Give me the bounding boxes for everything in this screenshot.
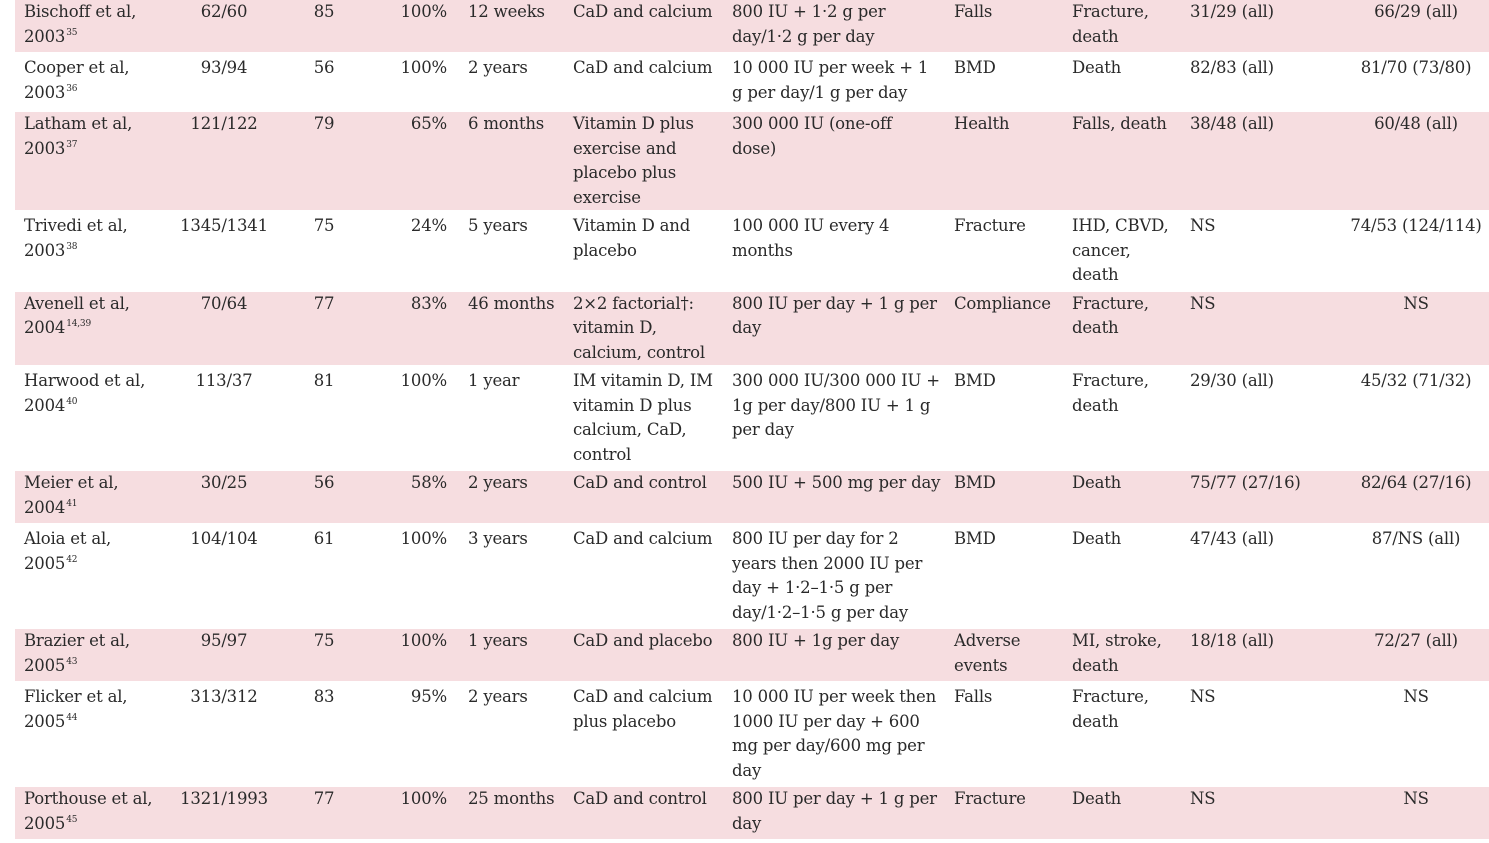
table-body bbox=[15, 0, 1489, 841]
intervention-cell: CaD and calcium bbox=[564, 0, 723, 54]
dose-cell: 800 IU + 1·2 g per day/1·2 g per day bbox=[723, 0, 945, 54]
study-cell bbox=[15, 525, 169, 627]
adherence-cell: 66/29 (all) bbox=[1331, 0, 1489, 54]
secondary-outcome-cell: Fracture, death bbox=[1072, 687, 1149, 731]
followup-cell: 29/30 (all) bbox=[1190, 371, 1274, 390]
participants-cell: 104/104 bbox=[190, 529, 258, 548]
study-year: 2003 bbox=[24, 26, 66, 46]
study-author: Latham et al, bbox=[24, 114, 133, 133]
reference-number: 44 bbox=[66, 712, 78, 723]
secondary-outcome-cell: Fracture, death bbox=[1072, 371, 1149, 415]
participants-cell: 313/312 bbox=[190, 687, 258, 706]
reference-number: 38 bbox=[66, 241, 78, 252]
intervention-cell: CaD and calcium bbox=[573, 58, 713, 77]
study-cell bbox=[15, 212, 169, 290]
participants-cell: 70/64 bbox=[169, 290, 279, 368]
percent-cell: 24% bbox=[410, 216, 447, 235]
study-year: 2005 bbox=[24, 711, 66, 731]
secondary-outcome-cell: IHD, CBVD, cancer, death bbox=[1072, 216, 1169, 284]
followup-cell: NS bbox=[1181, 290, 1331, 368]
duration-cell: 6 months bbox=[459, 110, 564, 212]
participants-cell: 1321/1993 bbox=[169, 785, 279, 841]
primary-outcome-cell: Adverse events bbox=[945, 627, 1063, 683]
study-author: Aloia et al, bbox=[24, 529, 112, 548]
percent-cell: 100% bbox=[369, 785, 459, 841]
duration-cell: 46 months bbox=[459, 290, 564, 368]
reference-number: 45 bbox=[66, 814, 78, 825]
intervention-cell: IM vitamin D, IM vitamin D plus calcium, CaD, control bbox=[573, 371, 713, 464]
percent-cell: 65% bbox=[369, 110, 459, 212]
intervention-cell: Vitamin D and placebo bbox=[573, 216, 691, 260]
adherence-cell: NS bbox=[1403, 687, 1429, 706]
reference-number: 14,39 bbox=[66, 319, 91, 329]
reference-number: 37 bbox=[66, 139, 78, 150]
reference-number: 35 bbox=[66, 27, 78, 38]
adherence-cell: 82/64 (27/16) bbox=[1331, 469, 1489, 525]
table-row bbox=[15, 110, 1489, 212]
study-author: Trivedi et al, bbox=[24, 216, 128, 235]
study-author: Avenell et al, bbox=[24, 293, 130, 313]
duration-cell: 2 years bbox=[468, 58, 528, 77]
primary-outcome-cell: Falls bbox=[945, 0, 1063, 54]
followup-cell: 18/18 (all) bbox=[1181, 627, 1331, 683]
percent-cell: 58% bbox=[369, 469, 459, 525]
secondary-outcome-cell: Death bbox=[1063, 469, 1181, 525]
dose-cell: 800 IU per day + 1 g per day bbox=[723, 785, 945, 841]
age-cell: 79 bbox=[279, 110, 369, 212]
table-row bbox=[15, 290, 1489, 368]
duration-cell: 12 weeks bbox=[459, 0, 564, 54]
primary-outcome-cell: Health bbox=[945, 110, 1063, 212]
dose-cell: 800 IU per day for 2 years then 2000 IU per day + 1·2–1·5 g per day/1·2–1·5 g per day bbox=[732, 529, 923, 622]
study-year: 2005 bbox=[24, 813, 66, 833]
study-author: Bischoff et al, bbox=[24, 2, 137, 21]
intervention-cell: 2×2 factorial†: vitamin D, calcium, control bbox=[564, 290, 723, 368]
intervention-cell: CaD and calcium plus placebo bbox=[573, 687, 713, 731]
dose-cell: 100 000 IU every 4 months bbox=[732, 216, 890, 260]
adherence-cell: 72/27 (all) bbox=[1331, 627, 1489, 683]
study-cell bbox=[15, 683, 169, 785]
primary-outcome-cell: BMD bbox=[954, 371, 996, 390]
table-row bbox=[15, 212, 1489, 290]
primary-outcome-cell: BMD bbox=[954, 529, 996, 548]
percent-cell: 100% bbox=[369, 627, 459, 683]
duration-cell: 2 years bbox=[468, 687, 528, 706]
study-cell bbox=[15, 110, 169, 212]
study-cell bbox=[15, 627, 169, 683]
table-row bbox=[15, 785, 1489, 841]
study-cell bbox=[15, 469, 169, 525]
study-year: 2004 bbox=[24, 395, 66, 415]
dose-cell: 10 000 IU per week then 1000 IU per day + 600 mg per day/600 mg per day bbox=[732, 687, 937, 780]
duration-cell: 1 year bbox=[468, 371, 520, 390]
reference-number: 42 bbox=[66, 554, 78, 565]
primary-outcome-cell: Falls bbox=[954, 687, 993, 706]
secondary-outcome-cell: Death bbox=[1063, 785, 1181, 841]
followup-cell: 47/43 (all) bbox=[1190, 529, 1274, 548]
study-author: Brazier et al, bbox=[24, 631, 130, 650]
dose-cell: 800 IU per day + 1 g per day bbox=[723, 290, 945, 368]
intervention-cell: CaD and control bbox=[564, 785, 723, 841]
intervention-cell: CaD and placebo bbox=[564, 627, 723, 683]
followup-cell: NS bbox=[1190, 687, 1216, 706]
age-cell: 83 bbox=[313, 687, 335, 706]
secondary-outcome-cell: Death bbox=[1072, 529, 1122, 548]
primary-outcome-cell: Compliance bbox=[945, 290, 1063, 368]
study-author: Porthouse et al, bbox=[24, 789, 153, 808]
followup-cell: 38/48 (all) bbox=[1181, 110, 1331, 212]
secondary-outcome-cell: Falls, death bbox=[1063, 110, 1181, 212]
study-year: 2003 bbox=[24, 82, 66, 102]
participants-cell: 1345/1341 bbox=[180, 216, 268, 235]
duration-cell: 5 years bbox=[468, 216, 528, 235]
followup-cell: NS bbox=[1181, 785, 1331, 841]
primary-outcome-cell: BMD bbox=[945, 469, 1063, 525]
study-author: Flicker et al, bbox=[24, 687, 128, 706]
study-year: 2005 bbox=[24, 553, 66, 573]
age-cell: 77 bbox=[279, 785, 369, 841]
adherence-cell: 81/70 (73/80) bbox=[1360, 58, 1472, 77]
age-cell: 75 bbox=[279, 627, 369, 683]
percent-cell: 83% bbox=[369, 290, 459, 368]
secondary-outcome-cell: MI, stroke, death bbox=[1063, 627, 1181, 683]
study-year: 2004 bbox=[24, 318, 66, 337]
primary-outcome-cell: Fracture bbox=[954, 216, 1026, 235]
intervention-cell: Vitamin D plus exercise and placebo plus exercise bbox=[564, 110, 723, 212]
study-cell bbox=[15, 0, 169, 54]
table-row bbox=[15, 469, 1489, 525]
study-cell bbox=[15, 290, 169, 368]
participants-cell: 121/122 bbox=[169, 110, 279, 212]
age-cell: 61 bbox=[313, 529, 335, 548]
dose-cell: 800 IU + 1g per day bbox=[723, 627, 945, 683]
adherence-cell: NS bbox=[1331, 290, 1489, 368]
participants-cell: 95/97 bbox=[169, 627, 279, 683]
table-row bbox=[15, 0, 1489, 54]
percent-cell: 100% bbox=[369, 0, 459, 54]
secondary-outcome-cell: Fracture, death bbox=[1063, 0, 1181, 54]
dose-cell: 300 000 IU (one-off dose) bbox=[723, 110, 945, 212]
reference-number: 41 bbox=[66, 498, 78, 509]
secondary-outcome-cell: Fracture, death bbox=[1063, 290, 1181, 368]
dose-cell: 300 000 IU/300 000 IU + 1g per day/800 IU + 1 g per day bbox=[732, 371, 940, 439]
study-year: 2004 bbox=[24, 497, 66, 517]
trials-table bbox=[15, 0, 1489, 843]
study-author: Harwood et al, bbox=[24, 371, 146, 390]
study-cell bbox=[15, 785, 169, 841]
study-cell bbox=[15, 367, 169, 469]
percent-cell: 95% bbox=[410, 687, 447, 706]
participants-cell: 30/25 bbox=[169, 469, 279, 525]
study-cell bbox=[15, 54, 169, 110]
percent-cell: 100% bbox=[400, 58, 447, 77]
followup-cell: 82/83 (all) bbox=[1190, 58, 1274, 77]
followup-cell: NS bbox=[1190, 216, 1216, 235]
followup-cell: 75/77 (27/16) bbox=[1181, 469, 1331, 525]
participants-cell: 113/37 bbox=[195, 371, 253, 390]
participants-cell: 93/94 bbox=[200, 58, 248, 77]
dose-cell: 10 000 IU per week + 1 g per day/1 g per day bbox=[732, 58, 929, 102]
duration-cell: 25 months bbox=[459, 785, 564, 841]
duration-cell: 3 years bbox=[468, 529, 528, 548]
table-row bbox=[15, 54, 1489, 110]
intervention-cell: CaD and calcium bbox=[573, 529, 713, 548]
duration-cell: 2 years bbox=[459, 469, 564, 525]
age-cell: 85 bbox=[279, 0, 369, 54]
age-cell: 77 bbox=[279, 290, 369, 368]
participants-cell: 62/60 bbox=[169, 0, 279, 54]
table-row bbox=[15, 683, 1489, 785]
dose-cell: 500 IU + 500 mg per day bbox=[723, 469, 945, 525]
reference-number: 43 bbox=[66, 656, 78, 667]
age-cell: 56 bbox=[279, 469, 369, 525]
secondary-outcome-cell: Death bbox=[1072, 58, 1122, 77]
age-cell: 81 bbox=[313, 371, 335, 390]
age-cell: 56 bbox=[313, 58, 335, 77]
study-year: 2005 bbox=[24, 655, 66, 675]
adherence-cell: 87/NS (all) bbox=[1371, 529, 1461, 548]
age-cell: 75 bbox=[313, 216, 335, 235]
reference-number: 40 bbox=[66, 396, 78, 407]
percent-cell: 100% bbox=[400, 529, 447, 548]
adherence-cell: NS bbox=[1331, 785, 1489, 841]
table-row bbox=[15, 525, 1489, 627]
percent-cell: 100% bbox=[400, 371, 447, 390]
intervention-cell: CaD and control bbox=[564, 469, 723, 525]
study-author: Meier et al, bbox=[24, 473, 119, 492]
followup-cell: 31/29 (all) bbox=[1181, 0, 1331, 54]
study-year: 2003 bbox=[24, 240, 66, 260]
table-row bbox=[15, 367, 1489, 469]
primary-outcome-cell: BMD bbox=[954, 58, 996, 77]
adherence-cell: 45/32 (71/32) bbox=[1360, 371, 1472, 390]
adherence-cell: 60/48 (all) bbox=[1331, 110, 1489, 212]
duration-cell: 1 years bbox=[459, 627, 564, 683]
primary-outcome-cell: Fracture bbox=[945, 785, 1063, 841]
study-author: Cooper et al, bbox=[24, 58, 130, 77]
adherence-cell: 74/53 (124/114) bbox=[1350, 216, 1482, 235]
study-year: 2003 bbox=[24, 138, 66, 158]
reference-number: 36 bbox=[66, 83, 78, 94]
table-row bbox=[15, 627, 1489, 683]
